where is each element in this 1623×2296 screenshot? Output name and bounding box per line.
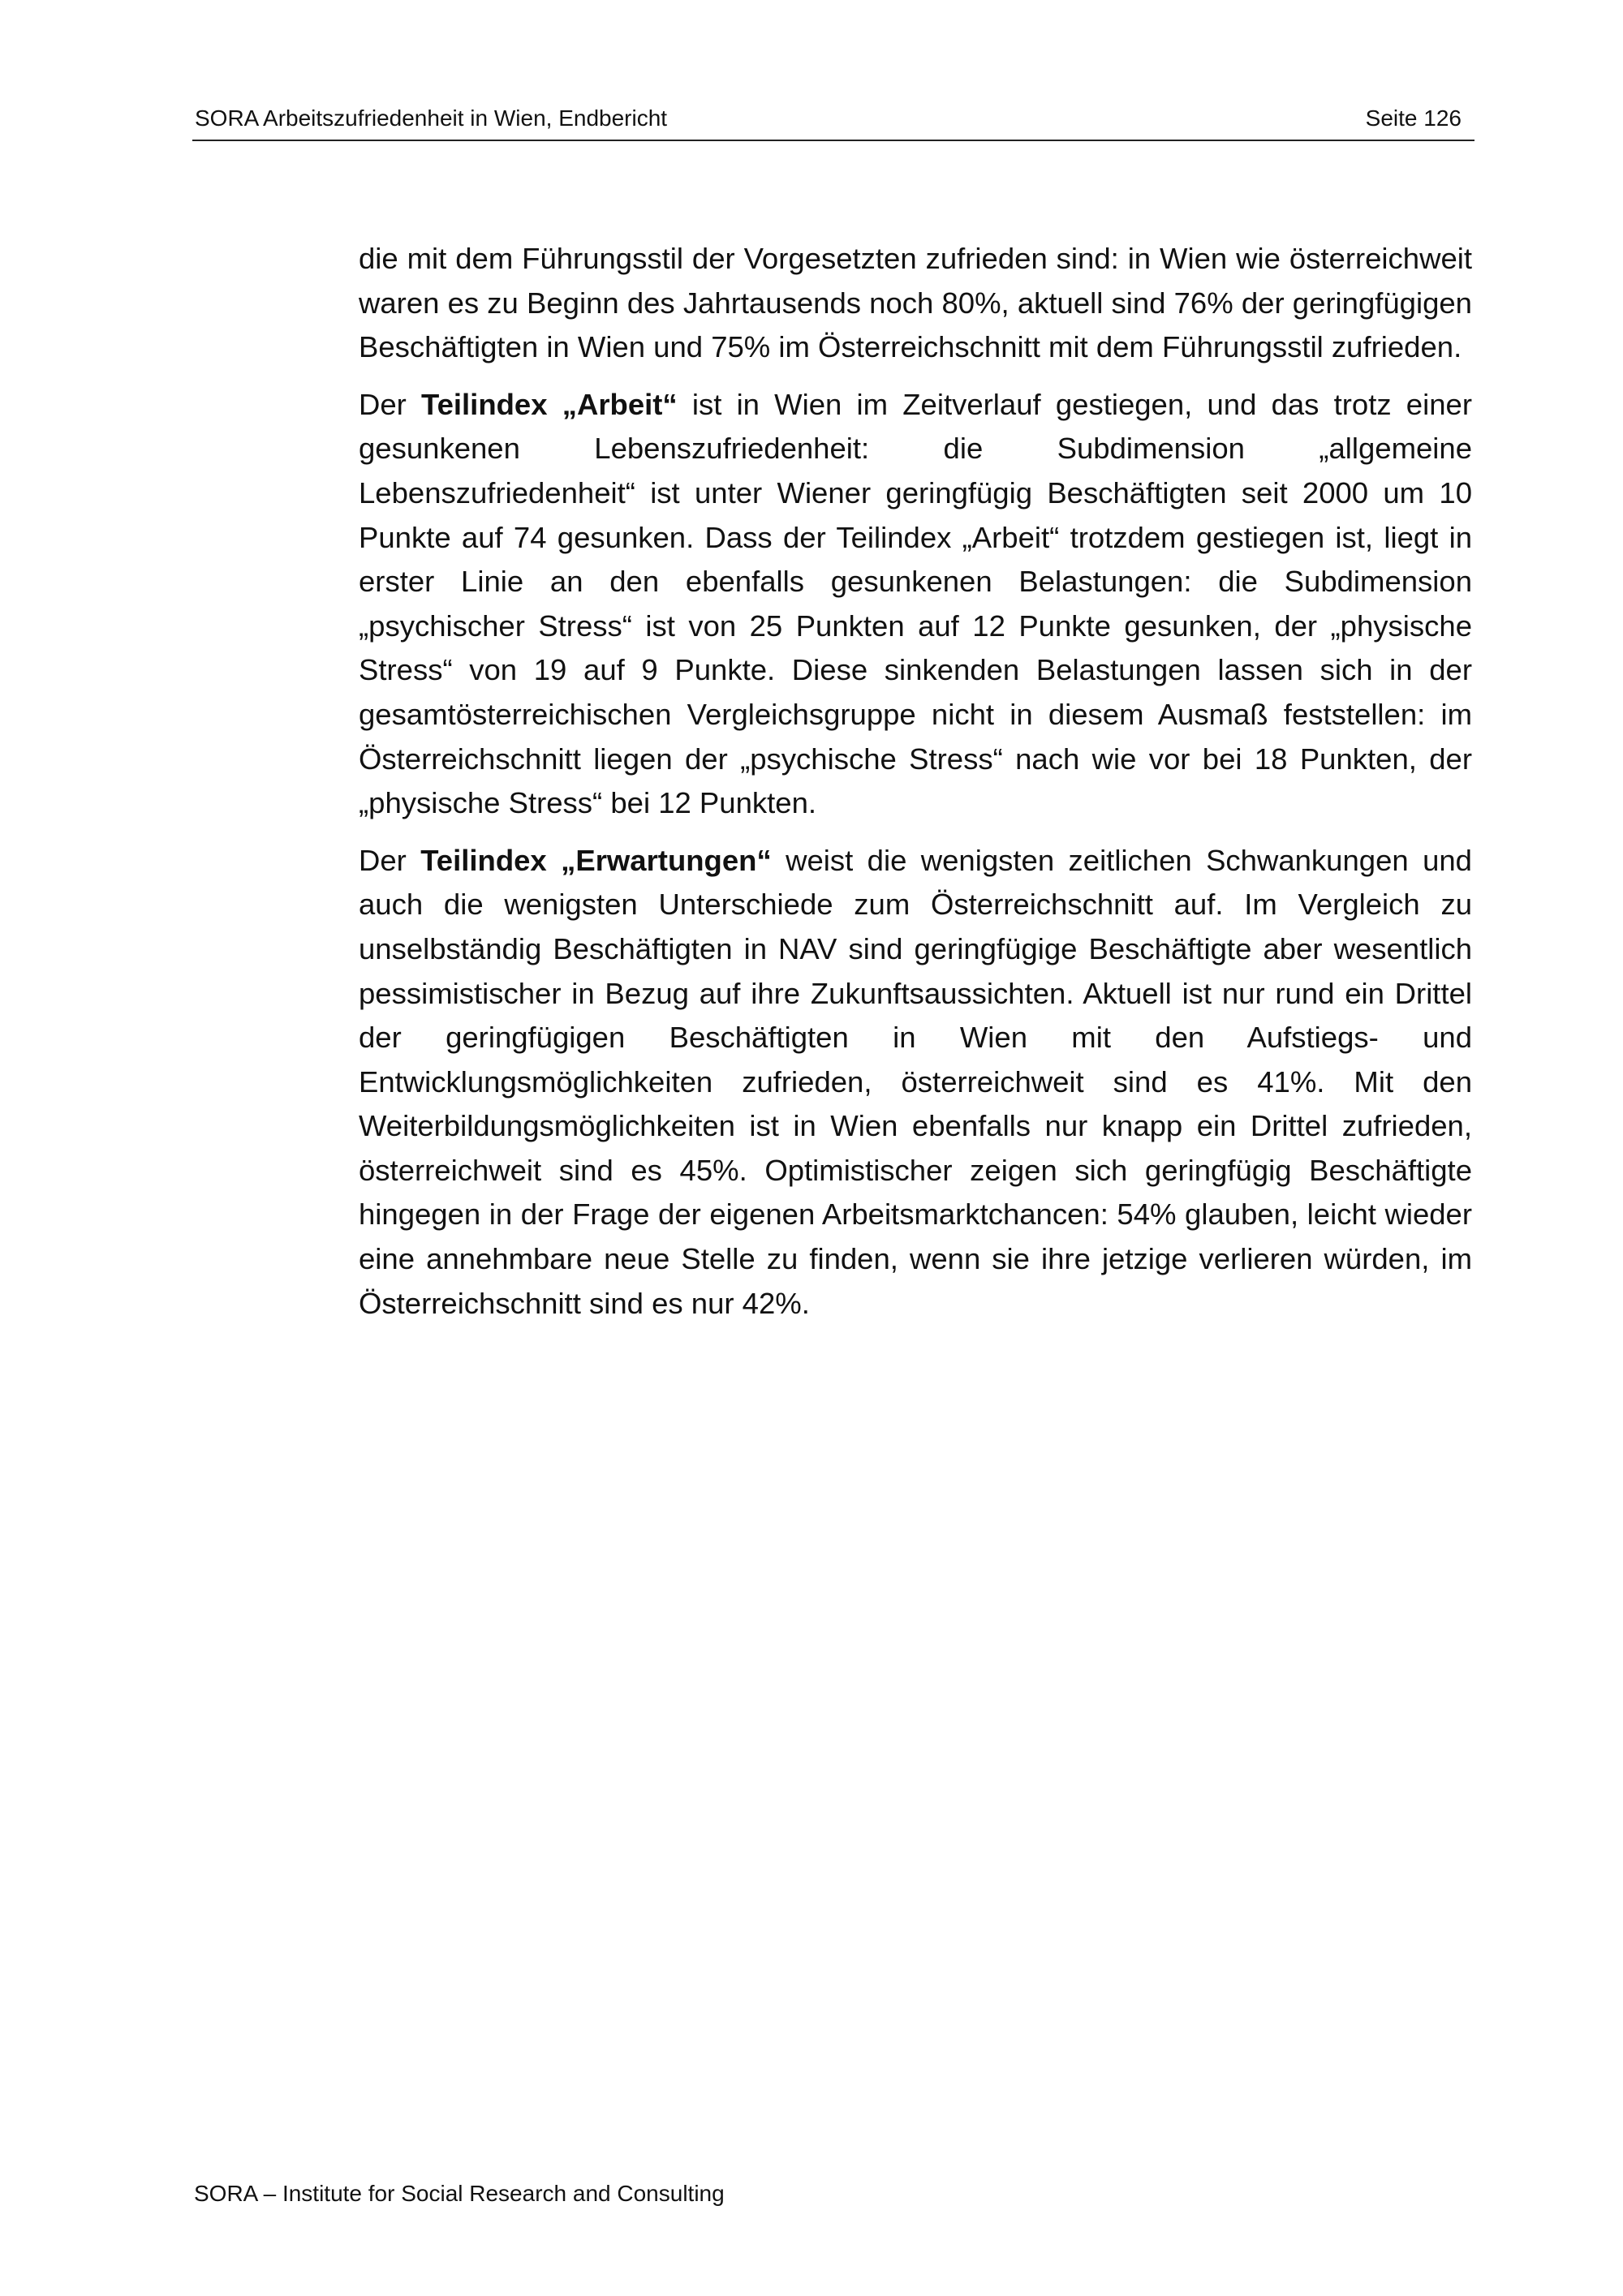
paragraph-teilindex-arbeit [359,383,1472,826]
paragraph-text: weist die wenigsten zeitlichen Schwankungen und auch die wenigsten Unterschiede zum Österreichschnitt auf. Im Vergleich zu unselbständig Beschäftigten in NAV sind geringfügige Beschäftigte aber wesentlich pessimistischer in Bezug auf ihre Zukunftsaussichten. Aktuell ist nur rund ein Drittel der geringfügigen Beschäftigten in Wien mit den Aufstiegs- und Entwicklungsmöglichkeiten zufrieden, österreichweit sind es 41%. Mit den Weiterbildungsmöglichkeiten ist in Wien ebenfalls nur knapp ein Drittel zufrieden, österreichweit sind es 45%. Optimistischer zeigen sich geringfügig Beschäftigte hingegen in der Frage der eigenen Arbeitsmarktchancen: 54% glauben, leicht wieder eine annehmbare neue Stelle zu finden, wenn sie ihre jetzige verlieren würden, im Österreichschnitt sind es nur 42%. [359,843,1472,1320]
term-teilindex-arbeit: Teilindex „Arbeit“ [421,387,678,421]
page-number: Seite 126 [1365,105,1462,131]
report-title: SORA Arbeitszufriedenheit in Wien, Endbericht [195,105,668,131]
term-teilindex-erwartungen: Teilindex „Erwartungen“ [420,843,772,877]
page-header [192,102,1474,141]
paragraph-fuehrungsstil [359,237,1472,370]
paragraph-lead: Der [359,843,421,877]
paragraph-lead: Der [359,387,422,421]
paragraph-text: ist in Wien im Zeitverlauf gestiegen, und das trotz einer gesunkenen Lebenszufriedenheit: die Subdimension „allgemeine Lebenszufriedenheit“ ist unter Wiener geringfügig Beschäftigten seit 2000 um 10 Punkte auf 74 gesunken. Dass der Teilindex „Arbeit“ trotzdem gestiegen ist, liegt in erster Linie an den ebenfalls gesunkenen Belastungen: die Subdimension „psychischer Stress“ ist von 25 Punkten auf 12 Punkte gesunken, der „physische Stress“ von 19 auf 9 Punkte. Diese sinkenden Belastungen lassen sich in der gesamtösterreichischen Vergleichsgruppe nicht in diesem Ausmaß feststellen: im Österreichschnitt liegen der „psychische Stress“ nach wie vor bei 18 Punkten, der „physische Stress“ bei 12 Punkten. [359,387,1472,820]
paragraph-teilindex-erwartungen [359,839,1472,1326]
paragraph-text: die mit dem Führungsstil der Vorgesetzten zufrieden sind: in Wien wie österreichweit waren es zu Beginn des Jahrtausends noch 80%, aktuell sind 76% der geringfügigen Beschäftigten in Wien und 75% im Österreichschnitt mit dem Führungsstil zufrieden. [359,242,1472,364]
body-text [359,237,1472,1339]
page-footer: SORA – Institute for Social Research and Consulting [194,2181,725,2206]
